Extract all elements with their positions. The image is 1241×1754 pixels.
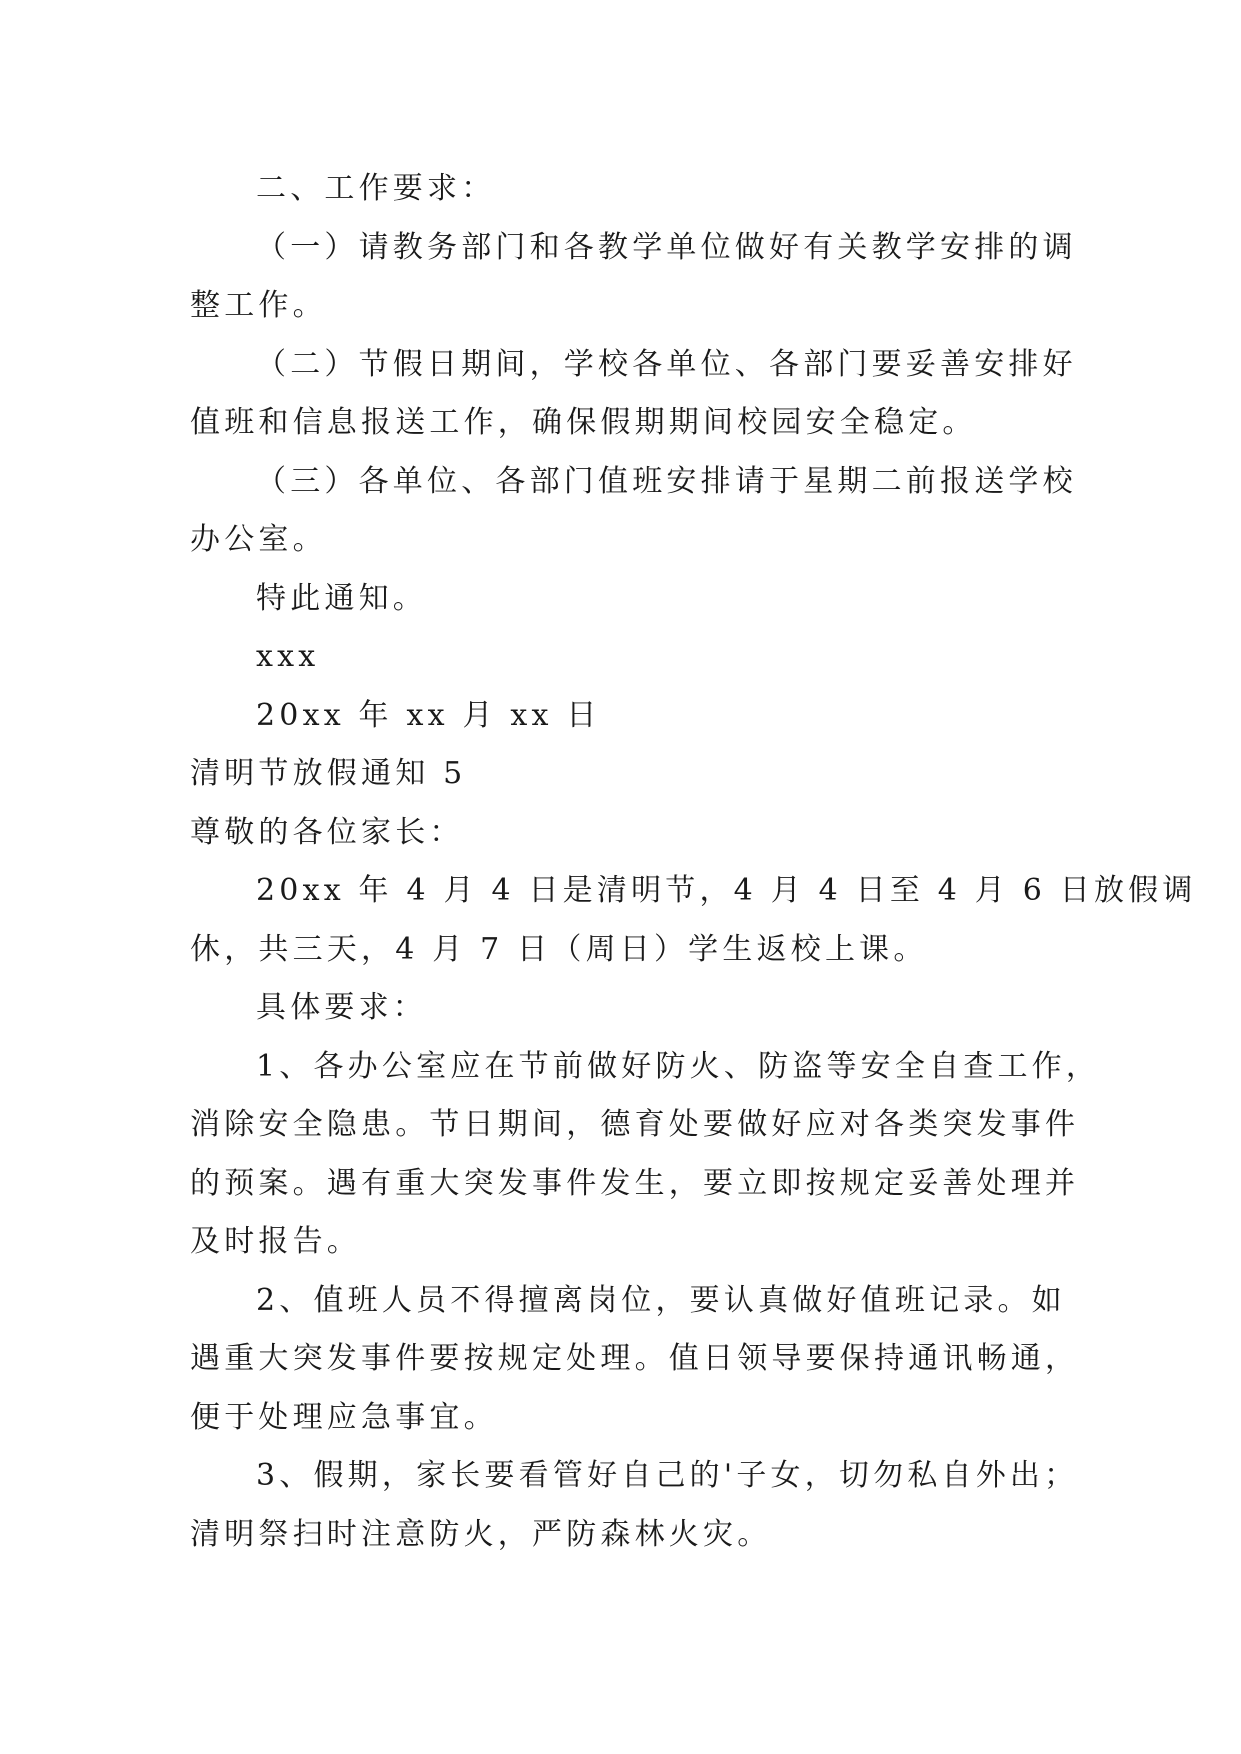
paragraph-line: 值班和信息报送工作，确保假期期间校园安全稳定。 bbox=[190, 405, 977, 440]
paragraph-line: 2、值班人员不得擅离岗位，要认真做好值班记录。如 bbox=[256, 1282, 1066, 1318]
salutation: 尊敬的各位家长： bbox=[190, 814, 464, 850]
signature-name: xxx bbox=[256, 639, 320, 674]
paragraph-line: （二）节假日期间，学校各单位、各部门要妥善安排好 bbox=[256, 346, 1077, 382]
paragraph-line: 便于处理应急事宜。 bbox=[190, 1399, 498, 1435]
paragraph-line: 及时报告。 bbox=[190, 1224, 361, 1259]
paragraph-line: 办公室。 bbox=[190, 522, 327, 557]
section-heading-work-requirements: 二、工作要求： bbox=[256, 171, 496, 206]
signature-date: 20xx 年 xx 月 xx 日 bbox=[256, 697, 601, 733]
paragraph-line: 20xx 年 4 月 4 日是清明节，4 月 4 日至 4 月 6 日放假调 bbox=[256, 873, 1197, 908]
paragraph-line: 3、假期，家长要看管好自己的'子女，切勿私自外出； bbox=[256, 1458, 1079, 1493]
notice-title: 清明节放假通知 5 bbox=[190, 756, 467, 791]
section-heading-specific-requirements: 具体要求： bbox=[256, 990, 427, 1025]
paragraph-line: （三）各单位、各部门值班安排请于星期二前报送学校 bbox=[256, 463, 1077, 499]
paragraph-line: 遇重大突发事件要按规定处理。值日领导要保持通讯畅通， bbox=[190, 1341, 1080, 1376]
paragraph-line: 清明祭扫时注意防火，严防森林火灾。 bbox=[190, 1516, 772, 1552]
paragraph-line: （一）请教务部门和各教学单位做好有关教学安排的调 bbox=[256, 229, 1077, 265]
paragraph-line: 的预案。遇有重大突发事件发生，要立即按规定妥善处理并 bbox=[190, 1165, 1080, 1201]
paragraph-line: 1、各办公室应在节前做好防火、防盗等安全自查工作， bbox=[256, 1048, 1101, 1084]
document-body bbox=[190, 160, 1197, 1564]
paragraph-line: 消除安全隐患。节日期间，德育处要做好应对各类突发事件 bbox=[190, 1107, 1080, 1142]
paragraph-line: 休，共三天，4 月 7 日（周日）学生返校上课。 bbox=[190, 931, 928, 967]
closing-notice: 特此通知。 bbox=[256, 580, 427, 616]
paragraph-line: 整工作。 bbox=[190, 288, 327, 323]
